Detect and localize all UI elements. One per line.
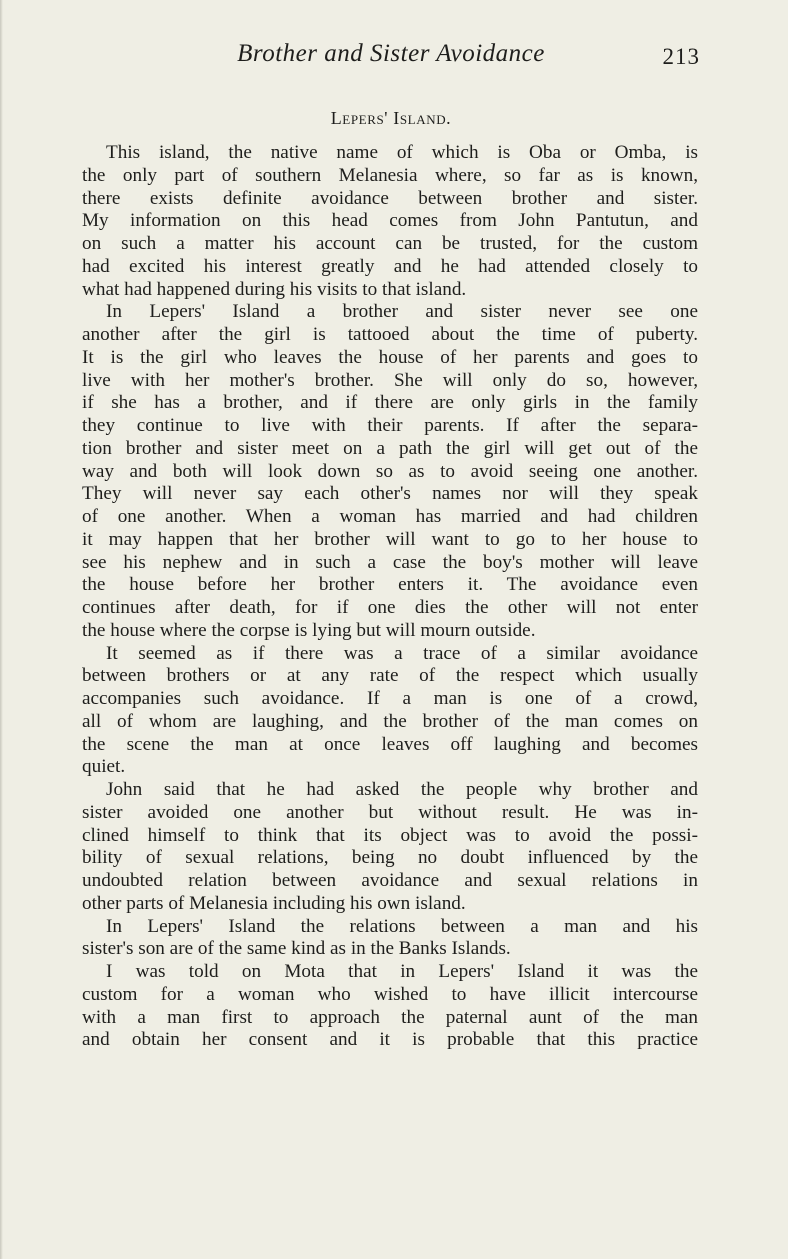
- text-line: there exists definite avoidance between brother and sister.: [82, 187, 698, 209]
- text-line: quiet.: [82, 756, 126, 778]
- page-number: 213: [662, 44, 700, 69]
- text-line: bility of sexual relations, being no doubt influenced by the: [82, 847, 698, 869]
- body-text: [82, 142, 698, 1052]
- text-line: John said that he had asked the people why brother and: [106, 779, 698, 800]
- text-line: sister's son are of the same kind as in the Banks Islands.: [82, 938, 511, 960]
- text-line: accompanies such avoidance. If a man is one of a crowd,: [82, 688, 698, 709]
- text-line: undoubted relation between avoidance and sexual relations in: [82, 870, 698, 891]
- text-line: In Lepers' Island the relations between a man and his: [106, 915, 698, 937]
- page-edge-shadow: [0, 0, 3, 1259]
- text-line: the only part of southern Melanesia where, so far as is known,: [82, 164, 698, 186]
- text-line: all of whom are laughing, and the brother of the man comes on: [82, 710, 698, 732]
- text-line: custom for a woman who wished to have illicit intercourse: [82, 983, 698, 1005]
- text-line: another after the girl is tattooed about the time of puberty.: [82, 324, 698, 345]
- text-line: It is the girl who leaves the house of her parents and goes to: [82, 346, 698, 368]
- text-line: between brothers or at any rate of the respect which usually: [82, 665, 698, 687]
- text-line: with a man first to approach the paternal aunt of the man: [82, 1006, 698, 1028]
- text-line: of one another. When a woman has married and had children: [82, 506, 698, 527]
- text-line: they continue to live with their parents. If after the separa-: [82, 415, 698, 436]
- running-head: [82, 40, 700, 76]
- text-line: the house before her brother enters it. The avoidance even: [82, 574, 698, 596]
- text-line: clined himself to think that its object was to avoid the possi-: [82, 824, 698, 846]
- text-line: They will never say each other's names nor will they speak: [82, 483, 698, 505]
- text-line: tion brother and sister meet on a path the girl will get out of the: [82, 437, 698, 459]
- text-line: live with her mother's brother. She will only do so, however,: [82, 369, 698, 391]
- text-line: It seemed as if there was a trace of a similar avoidance: [106, 642, 698, 664]
- text-line: sister avoided one another but without result. He was in-: [82, 801, 698, 823]
- text-line: the house where the corpse is lying but will mourn outside.: [82, 619, 536, 641]
- text-line: I was told on Mota that in Lepers' Island it was the: [106, 961, 698, 982]
- text-line: on such a matter his account can be trusted, for the custom: [82, 233, 698, 254]
- text-line: My information on this head comes from John Pantutun, and: [82, 210, 698, 232]
- text-line: other parts of Melanesia including his own island.: [82, 892, 466, 914]
- text-line: see his nephew and in such a case the boy's mother will leave: [82, 551, 698, 573]
- text-line: if she has a brother, and if there are only girls in the family: [82, 392, 698, 414]
- text-line: and obtain her consent and it is probable that this practice: [82, 1029, 698, 1051]
- text-line: This island, the native name of which is Oba or Omba, is: [106, 142, 698, 163]
- text-line: what had happened during his visits to that island.: [82, 278, 467, 300]
- text-line: In Lepers' Island a brother and sister never see one: [106, 301, 698, 323]
- text-line: the scene the man at once leaves off laughing and becomes: [82, 733, 698, 755]
- section-heading: Lepers' Island.: [330, 108, 452, 128]
- text-line: continues after death, for if one dies the other will not enter: [82, 597, 698, 618]
- text-line: way and both will look down so as to avoid seeing one another.: [82, 460, 698, 482]
- text-line: it may happen that her brother will want to go to her house to: [82, 528, 698, 550]
- text-line: had excited his interest greatly and he had attended closely to: [82, 255, 698, 277]
- running-title: Brother and Sister Avoidance: [237, 40, 545, 67]
